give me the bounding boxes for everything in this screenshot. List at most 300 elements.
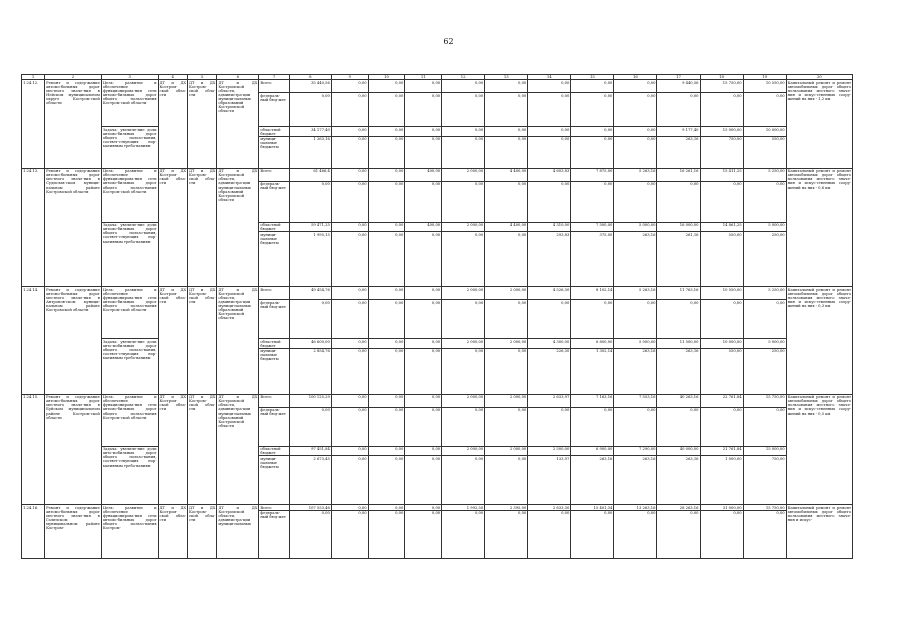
funding-value: 400,00 [405,222,442,231]
header-cell: 11 [405,75,442,80]
header-cell: 20 [786,75,852,80]
header-cell: 16 [614,75,657,80]
funding-value: 0,00 [528,127,571,136]
funding-value: 0,00 [657,407,700,446]
funding-value: 15 000,00 [743,446,786,455]
funding-value: 4 526,30 [528,287,571,300]
funding-value: 6 800,00 [571,339,614,348]
funding-value: 0,00 [743,93,786,127]
funding-value: 22 761,84 [700,394,743,407]
funding-value: 0,00 [331,505,368,510]
funding-value: 226,30 [528,348,571,394]
header-cell: 18 [700,75,743,80]
funding-value: 0,00 [657,93,700,127]
funding-source-label: федераль-ный бюд-жет [259,510,289,558]
header-cell: 1 [22,75,45,80]
funding-value: 15 000,00 [700,127,743,136]
funding-source-label: муници-пальные бюджеты [259,136,289,168]
funding-value: 0,00 [743,407,786,446]
funding-value: 0,00 [331,222,368,231]
funding-source-label: федераль-ный бюд-жет [259,407,289,446]
header-cell: 15 [571,75,614,80]
funding-source-label: федераль-ный бюд-жет [259,300,289,339]
funding-value: 263,16 [614,456,657,505]
task-cell: Задача: увеличе-ние доли авто-мобильных дорог общего пользо-вания, соответ-ствующих нор-мативным требо-ваниям [101,339,158,394]
funding-value: 10 550,00 [743,80,786,93]
funding-value: 2 395,00 [485,505,528,510]
funding-value: 0,00 [368,300,405,339]
funding-value: 2 000,00 [442,287,485,300]
funding-value: 0,00 [331,446,368,455]
funding-value: 0,00 [368,222,405,231]
funding-value: 0,00 [368,510,405,558]
funding-value: 0,00 [485,348,528,394]
item-number: 1.24.12. [22,80,45,168]
funding-value: 263,16 [657,456,700,505]
funding-value: 5 250,00 [743,168,786,181]
funding-source-label: Всего [259,287,289,300]
header-cell: 9 [331,75,368,80]
funding-value: 1 992,50 [442,505,485,510]
item-number: 1.24.15. [22,394,45,504]
funding-source-label: Всего [259,394,289,407]
funding-value: 2 500,00 [528,446,571,455]
funding-value: 0,00 [614,510,657,558]
funding-value: 0,00 [700,181,743,222]
goal-cell: Цель: развитие и обеспечение функционирова-ния сети автомо-бильных дорог общего пользо-вания Костром-ской области [101,394,158,446]
funding-source-label: муници-пальные бюджеты [259,232,289,287]
funding-value: 10 550,00 [700,287,743,300]
funding-value: 0,00 [657,300,700,339]
funding-value: 293,83 [528,232,571,287]
header-cell: 17 [657,75,700,80]
funding-value: 10 000,00 [743,127,786,136]
participants-cell: ДТ и ДХ Костромской области, администра-ции муници-пальных образований Костромской области [217,394,259,504]
funding-value: 0,00 [368,136,405,168]
header-cell: 8 [289,75,331,80]
funding-value: 0,00 [331,168,368,181]
header-cell: 19 [743,75,786,80]
funding-value: 7 875,00 [571,168,614,181]
funding-value: 2 000,00 [442,394,485,407]
funding-value: 0,00 [368,456,405,505]
header-cell: 4 [158,75,187,80]
funding-value: 28 263,16 [657,505,700,510]
funding-value: 15 411,25 [700,168,743,181]
header-cell: 6 [217,75,259,80]
responsible-cell: ДТ и ДХ Костром-ской обла-сти [187,168,216,286]
funding-value: 2 673,45 [289,456,331,505]
funding-source-label: областной бюджет [259,222,289,231]
funding-value: 0,00 [614,127,657,136]
funding-value: 0,00 [485,510,528,558]
task-cell: Задача: увеличе-ние доли автомо-бильных дорог общего пользо-вания, соответ-ствующих нор-мативным требо-ваниям [101,222,158,286]
funding-value: 0,00 [368,127,405,136]
funding-value: 0,00 [405,348,442,394]
funding-value: 0,00 [485,93,528,127]
goal-cell: Цель: развитие и обеспечение функционирова-ния сети автомо-бильных дорог общего пользо-вания Костром-ской области [101,80,158,127]
executor-cell: ДТ и ДХ Костром-ской обла-сти [158,505,187,558]
funding-value: 0,00 [405,394,442,407]
responsible-cell: ДТ и ДХ Костром-ской обла-сти [187,505,216,558]
funding-value: 0,00 [368,93,405,127]
activity-name: Ремонт и содер-жание автомо-бильных дорог местного значе-ния в Буйском муниципальном районе Костром-ской области [45,394,102,504]
funding-value: 0,00 [614,300,657,339]
funding-value: 0,00 [289,93,331,127]
funding-value: 0,00 [331,348,368,394]
funding-value: 0,00 [368,80,405,93]
funding-value: 0,00 [743,510,786,558]
funding-value: 5 263,16 [614,168,657,181]
funding-source-label: областной бюджет [259,446,289,455]
funding-value: 5 000,00 [614,339,657,348]
table-row [22,505,853,510]
funding-value: 1 995,15 [289,232,331,287]
funding-value: 0,00 [405,136,442,168]
funding-value: 2 000,00 [485,394,528,407]
funding-value: 0,00 [571,407,614,446]
funding-value: 0,00 [331,287,368,300]
funding-value: 263,16 [614,348,657,394]
activity-name: Ремонт и содер-жание автомо-бильных дорог местного значе-ния в Галичском муниципальном районе Костром- [45,505,102,558]
funding-value: 0,00 [442,348,485,394]
funding-value: 250,00 [743,348,786,394]
funding-value: 0,00 [368,232,405,287]
funding-value: 0,00 [614,80,657,93]
funding-value: 0,00 [743,300,786,339]
table-body [22,75,853,559]
header-cell: 12 [442,75,485,80]
funding-value: 0,00 [368,394,405,407]
funding-value: 0,00 [331,339,368,348]
executor-cell: ДТ и ДХ Костром-ской обла-сти [158,168,187,286]
funding-value: 5 000,00 [614,222,657,231]
funding-value: 0,00 [331,510,368,558]
funding-value: 9 177,40 [657,127,700,136]
table-row [22,394,853,407]
funding-value: 0,00 [442,232,485,287]
funding-value: 7 500,00 [571,222,614,231]
funding-value: 2 000,00 [442,446,485,455]
funding-value: 550,00 [700,348,743,394]
funding-value: 0,00 [571,127,614,136]
funding-value: 14 861,25 [700,222,743,231]
funding-value: 0,00 [442,407,485,446]
funding-value: 1 263,16 [289,136,331,168]
funding-value: 0,00 [405,510,442,558]
participants-cell: ДТ и ДХ Костромской области, администра-ции муници-пальных образований Костромской области [217,168,259,286]
funding-source-label: муници-пальные бюджеты [259,456,289,505]
funding-value: 5 263,16 [614,287,657,300]
header-cell: 2 [45,75,102,80]
funding-value: 0,00 [700,510,743,558]
funding-value: 34 177,40 [289,127,331,136]
funding-value: 0,00 [571,510,614,558]
funding-value: 1 000,00 [700,456,743,505]
funding-value: 0,00 [331,80,368,93]
funding-value: 0,00 [289,300,331,339]
funding-value: 0,00 [442,80,485,93]
funding-value: 2 633,97 [528,394,571,407]
funding-value: 5 000,00 [743,222,786,231]
expected-result: Капитальный ремонт и ремонт автомобильных дорог общего пользования местного значе-ния и искус-ственных соору-жений на них - 1,2 км [786,80,852,168]
funding-value: 0,00 [331,93,368,127]
funding-value: 0,00 [485,300,528,339]
funding-value: 550,00 [743,136,786,168]
funding-value: 0,00 [571,300,614,339]
funding-value: 263,16 [657,136,700,168]
funding-value: 0,00 [614,181,657,222]
funding-value: 0,00 [614,407,657,446]
header-cell: 7 [259,75,289,80]
funding-value: 2 000,00 [442,222,485,231]
header-cell: 14 [528,75,571,80]
funding-value: 0,00 [368,505,405,510]
funding-value: 5 250,00 [743,287,786,300]
funding-value: 0,00 [485,80,528,93]
funding-value: 9 440,56 [657,80,700,93]
funding-value: 0,00 [528,510,571,558]
expected-result: Капитальный ремонт и ремонт автомобильных дорог общего пользования местного значе-ния и искус- [786,505,852,558]
funding-value: 4 310,00 [528,222,571,231]
funding-value: 100 125,29 [289,394,331,407]
funding-value: 0,00 [405,287,442,300]
funding-source-label: Всего [259,168,289,181]
funding-value: 16 000,00 [657,222,700,231]
funding-value: 0,00 [700,93,743,127]
executor-cell: ДТ и ДХ Костром-ской обла-сти [158,80,187,168]
funding-value: 0,00 [405,505,442,510]
participants-cell: ДТ и ДХ Костромской области, администра-ции муници-пальных [217,505,259,558]
funding-value: 0,00 [368,348,405,394]
table-row [22,80,853,93]
funding-value: 35 440,56 [289,80,331,93]
funding-value: 0,00 [442,93,485,127]
funding-source-label: Всего [259,505,289,510]
task-cell: Задача: увеличе-ние доли автомо-бильных дорог общего пользо-вания, соответ-ствующих нор-мативным требо-ваниям [101,127,158,168]
responsible-cell: ДТ и ДХ Костром-ской обла-сти [187,287,216,394]
funding-value: 0,00 [442,136,485,168]
activity-name: Ремонт и содер-жание автомо-бильных дорог местного значе-ния в Судислав-ском муници-пальном районе Костромской области [45,168,102,286]
funding-value: 263,16 [571,456,614,505]
funding-value: 2 633,30 [528,505,571,510]
funding-value: 0,00 [614,136,657,168]
funding-value: 0,00 [528,300,571,339]
funding-value: 0,00 [331,127,368,136]
funding-value: 7 163,16 [571,394,614,407]
funding-value: 0,00 [614,93,657,127]
activity-name: Ремонт и содер-жание автомо-бильных дорог местного значе-ния в Антропов-ском муници-пальном районе Костромской области [45,287,102,394]
funding-value: 0,00 [485,136,528,168]
funding-value: 8 102,14 [571,287,614,300]
funding-value: 0,00 [331,181,368,222]
funding-value: 0,00 [331,407,368,446]
funding-value: 49 454,76 [289,287,331,300]
funding-value: 0,00 [289,181,331,222]
funding-value: 0,00 [405,127,442,136]
table-row [22,127,853,136]
funding-value: 0,00 [657,510,700,558]
funding-value: 31 000,00 [700,505,743,510]
funding-source-label: муници-пальные бюджеты [259,348,289,394]
funding-value: 0,00 [528,136,571,168]
funding-value: 0,00 [442,300,485,339]
funding-value: 263,16 [657,348,700,394]
program-table [21,74,853,559]
funding-value: 61 466,4 [289,168,331,181]
funding-value: 375,00 [571,232,614,287]
funding-value: 0,00 [700,300,743,339]
funding-value: 0,00 [528,181,571,222]
activity-name: Ремонт и содер-жание автомо-бильных дорог местного значе-ния в Нейском муниципальном округе Костром-ской области [45,80,102,168]
funding-value: 0,00 [700,407,743,446]
participants-cell: ДТ и ДХ Костромской области, администра-ции муници-пальных образований Костромской области [217,80,259,168]
funding-value: 0,00 [571,80,614,93]
funding-value: 2 854,76 [289,348,331,394]
funding-source-label: областной бюджет [259,339,289,348]
funding-value: 15 401,34 [571,505,614,510]
funding-value: 21 761,84 [700,446,743,455]
participants-cell: ДТ и ДХ Костромской области, администра-ции муници-пальных образований Костромской области [217,287,259,394]
funding-value: 0,00 [405,456,442,505]
funding-value: 0,00 [368,446,405,455]
funding-source-label: федераль-ный бюд-жет [259,181,289,222]
funding-value: 0,00 [528,93,571,127]
expected-result: Капитальный ремонт и ремонт автомобильных дорог общего пользования местного значе-ния и искус-ственных соору-жений на них - 0,6 км [786,168,852,286]
executor-cell: ДТ и ДХ Костром-ской обла-сти [158,394,187,504]
funding-value: 40 263,16 [657,394,700,407]
funding-value: 0,00 [528,80,571,93]
funding-value: 261,16 [657,232,700,287]
funding-value: 13 263,16 [614,505,657,510]
funding-value: 0,00 [571,181,614,222]
funding-value: 0,00 [657,181,700,222]
funding-value: 11 763,16 [657,287,700,300]
funding-source-label: федераль-ный бюд-жет [259,93,289,127]
funding-value: 400,00 [405,168,442,181]
responsible-cell: ДТ и ДХ Костром-ской обла-сти [187,394,216,504]
funding-value: 263,16 [614,232,657,287]
funding-value: 0,00 [442,181,485,222]
funding-value: 0,00 [442,127,485,136]
funding-value: 5 000,00 [743,339,786,348]
funding-value: 11 500,00 [657,339,700,348]
funding-value: 0,00 [743,181,786,222]
funding-value: 0,00 [289,510,331,558]
funding-value: 250,00 [743,232,786,287]
funding-value: 59 471,25 [289,222,331,231]
table-row [22,339,853,348]
header-cell: 3 [101,75,158,80]
funding-value: 46 600,00 [289,339,331,348]
funding-value: 0,00 [289,407,331,446]
funding-value: 0,00 [405,181,442,222]
funding-value: 0,00 [405,339,442,348]
funding-value: 2 000,00 [485,446,528,455]
funding-value: 750,00 [700,136,743,168]
funding-value: 0,00 [485,181,528,222]
funding-value: 4 603,83 [528,168,571,181]
funding-value: 0,00 [485,407,528,446]
table-row [22,168,853,181]
funding-value: 1 302,14 [571,348,614,394]
item-number: 1.24.16. [22,505,45,558]
funding-value: 4 300,00 [528,339,571,348]
responsible-cell: ДТ и ДХ Костром-ской обла-сти [187,80,216,168]
executor-cell: ДТ и ДХ Костром-ской обла-сти [158,287,187,394]
funding-value: 10 000,00 [700,339,743,348]
funding-value: 16 261,16 [657,168,700,181]
funding-value: 0,00 [368,181,405,222]
funding-value: 4 400,00 [485,168,528,181]
funding-value: 0,00 [405,300,442,339]
funding-value: 4 400,00 [485,222,528,231]
funding-value: 15 750,00 [700,80,743,93]
table-row [22,287,853,300]
funding-value: 0,00 [368,168,405,181]
header-cell: 5 [187,75,216,80]
funding-value: 2 000,00 [442,339,485,348]
item-number: 1.24.13. [22,168,45,286]
funding-value: 0,00 [442,456,485,505]
funding-value: 6 900,00 [571,446,614,455]
header-cell: 10 [368,75,405,80]
funding-source-label: Всего [259,80,289,93]
funding-value: 0,00 [405,80,442,93]
item-number: 1.24.14. [22,287,45,394]
funding-value: 7 290,00 [614,446,657,455]
expected-result: Капитальный ремонт и ремонт автомобильных дорог общего пользования местного значе-ния и искус-ственных соору-жений на них - 0,5 км [786,394,852,504]
funding-value: 0,00 [405,446,442,455]
funding-value: 0,00 [528,407,571,446]
task-cell: Задача: увеличе-ние доли авто-мобильных дорог общего пользо-вания, соответ-ствующих нор-мативным требо-ваниям [101,446,158,504]
funding-value: 0,00 [485,232,528,287]
funding-value: 133,97 [528,456,571,505]
funding-value: 0,00 [331,394,368,407]
goal-cell: Цель: развитие и обеспечение функционирова-ния сети автомо-бильных дорог общего пользо-вания Костром-ской области [101,287,158,339]
funding-value: 0,00 [331,300,368,339]
table-row [22,446,853,455]
funding-value: 40 000,00 [657,446,700,455]
table-row [22,222,853,231]
funding-value: 0,00 [571,93,614,127]
funding-value: 0,00 [331,136,368,168]
funding-value: 0,00 [368,407,405,446]
page-number: 62 [443,37,454,46]
funding-value: 2 000,00 [442,168,485,181]
funding-value: 0,00 [368,287,405,300]
funding-value: 0,00 [331,456,368,505]
funding-value: 107 553,46 [289,505,331,510]
goal-cell: Цель: развитие и обеспечение функционирова-ния сети автомо-бильных дорог общего пользо-вания Костром- [101,505,158,558]
funding-value: 0,00 [571,136,614,168]
funding-value: 0,00 [405,232,442,287]
funding-value: 750,00 [743,456,786,505]
header-cell: 13 [485,75,528,80]
funding-value: 0,00 [405,93,442,127]
funding-value: 15 750,00 [743,394,786,407]
funding-source-label: областной бюджет [259,127,289,136]
funding-value: 0,00 [442,510,485,558]
funding-value: 97 451,84 [289,446,331,455]
funding-value: 0,00 [485,456,528,505]
funding-value: 0,00 [331,232,368,287]
expected-result: Капитальный ремонт и ремонт автомобильных дорог общего пользования местного значе-ния и искус-ственных соору-жений на них - 0,3 км [786,287,852,394]
funding-value: 2 000,00 [485,287,528,300]
funding-value: 0,00 [485,127,528,136]
funding-value: 15 750,00 [743,505,786,510]
funding-value: 0,00 [405,407,442,446]
